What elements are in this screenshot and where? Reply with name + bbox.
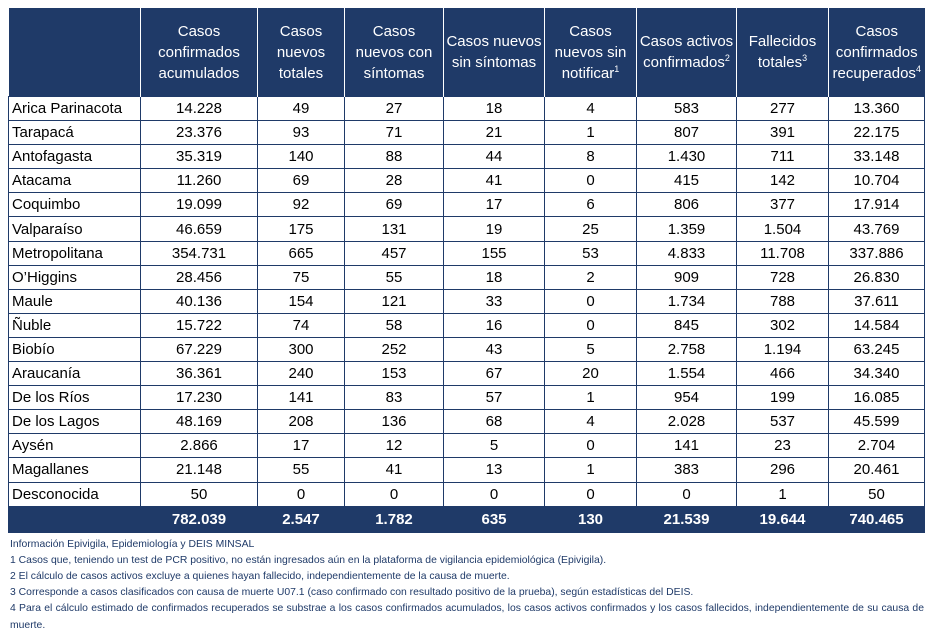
header-label: Fallecidos totales bbox=[748, 33, 817, 71]
table-cell: 0 bbox=[545, 169, 637, 193]
table-cell: 142 bbox=[737, 169, 829, 193]
table-cell: 2.028 bbox=[637, 410, 737, 434]
table-cell: 1.430 bbox=[637, 145, 737, 169]
total-cell: 782.039 bbox=[141, 506, 258, 532]
footnote-2: 2 El cálculo de casos activos excluye a quienes hayan fallecido, independientemente de la causa de muerte. bbox=[10, 571, 510, 582]
table-cell: 53 bbox=[545, 241, 637, 265]
table-row bbox=[9, 193, 925, 217]
table-cell: 22.175 bbox=[829, 121, 925, 145]
table-cell: 26.830 bbox=[829, 265, 925, 289]
table-cell: 25 bbox=[545, 217, 637, 241]
table-cell: 711 bbox=[737, 145, 829, 169]
table-cell: 21.148 bbox=[141, 458, 258, 482]
header-cell bbox=[737, 8, 829, 97]
table-cell: 12 bbox=[345, 434, 444, 458]
table-cell: 4.833 bbox=[637, 241, 737, 265]
table-cell: 0 bbox=[345, 482, 444, 506]
table-cell: 1.504 bbox=[737, 217, 829, 241]
footnote-1: 1 Casos que, teniendo un test de PCR positivo, no están ingresados aún en la plataforma de vigilancia epidemiológica (Epivigila). bbox=[10, 554, 607, 566]
table-cell: 14.228 bbox=[141, 97, 258, 121]
table-cell: 46.659 bbox=[141, 217, 258, 241]
table-cell: 55 bbox=[258, 458, 345, 482]
table-cell: 845 bbox=[637, 313, 737, 337]
header-cell bbox=[829, 8, 925, 97]
table-cell: 415 bbox=[637, 169, 737, 193]
table-cell: 0 bbox=[637, 482, 737, 506]
table-cell: 5 bbox=[545, 337, 637, 361]
table-cell: 154 bbox=[258, 289, 345, 313]
table-cell: 16 bbox=[444, 313, 545, 337]
table-cell: 48.169 bbox=[141, 410, 258, 434]
table-cell: 15.722 bbox=[141, 313, 258, 337]
table-cell: 50 bbox=[141, 482, 258, 506]
region-name: Metropolitana bbox=[9, 241, 141, 265]
table-cell: 17 bbox=[258, 434, 345, 458]
table-cell: 1.554 bbox=[637, 362, 737, 386]
table-cell: 6 bbox=[545, 193, 637, 217]
table-cell: 0 bbox=[545, 289, 637, 313]
table-cell: 788 bbox=[737, 289, 829, 313]
table-cell: 13 bbox=[444, 458, 545, 482]
table-cell: 69 bbox=[258, 169, 345, 193]
table-cell: 33 bbox=[444, 289, 545, 313]
table-cell: 20.461 bbox=[829, 458, 925, 482]
header-label: Casos activos confirmados bbox=[639, 33, 734, 71]
table-cell: 2 bbox=[545, 265, 637, 289]
table-cell: 44 bbox=[444, 145, 545, 169]
table-cell: 88 bbox=[345, 145, 444, 169]
table-row bbox=[9, 410, 925, 434]
region-name: O’Higgins bbox=[9, 265, 141, 289]
table-cell: 175 bbox=[258, 217, 345, 241]
table-cell: 28.456 bbox=[141, 265, 258, 289]
table-cell: 1.734 bbox=[637, 289, 737, 313]
table-cell: 665 bbox=[258, 241, 345, 265]
header-cell-region bbox=[9, 8, 141, 97]
table-cell: 17 bbox=[444, 193, 545, 217]
footnotes bbox=[8, 537, 924, 634]
covid-regional-table bbox=[8, 8, 925, 533]
table-cell: 537 bbox=[737, 410, 829, 434]
header-label: Casos confirmados recuperados bbox=[832, 22, 918, 82]
table-cell: 391 bbox=[737, 121, 829, 145]
report-container bbox=[8, 8, 924, 634]
region-name: Desconocida bbox=[9, 482, 141, 506]
table-cell: 16.085 bbox=[829, 386, 925, 410]
table-cell: 63.245 bbox=[829, 337, 925, 361]
totals-label-cell bbox=[9, 506, 141, 532]
header-cell bbox=[545, 8, 637, 97]
table-row bbox=[9, 458, 925, 482]
totals-row bbox=[9, 506, 925, 532]
table-cell: 11.260 bbox=[141, 169, 258, 193]
table-cell: 14.584 bbox=[829, 313, 925, 337]
total-cell: 2.547 bbox=[258, 506, 345, 532]
table-cell: 806 bbox=[637, 193, 737, 217]
table-row bbox=[9, 169, 925, 193]
header-label: Casos nuevos sin síntomas bbox=[446, 33, 542, 71]
table-cell: 18 bbox=[444, 97, 545, 121]
table-cell: 199 bbox=[737, 386, 829, 410]
total-cell: 130 bbox=[545, 506, 637, 532]
table-cell: 5 bbox=[444, 434, 545, 458]
table-cell: 354.731 bbox=[141, 241, 258, 265]
total-cell: 740.465 bbox=[829, 506, 925, 532]
table-cell: 136 bbox=[345, 410, 444, 434]
table-cell: 300 bbox=[258, 337, 345, 361]
region-name: Coquimbo bbox=[9, 193, 141, 217]
table-cell: 27 bbox=[345, 97, 444, 121]
table-cell: 34.340 bbox=[829, 362, 925, 386]
region-name: Arica Parinacota bbox=[9, 97, 141, 121]
table-row bbox=[9, 313, 925, 337]
table-cell: 50 bbox=[829, 482, 925, 506]
table-cell: 19 bbox=[444, 217, 545, 241]
table-cell: 23.376 bbox=[141, 121, 258, 145]
table-cell: 377 bbox=[737, 193, 829, 217]
region-name: Valparaíso bbox=[9, 217, 141, 241]
header-label: Casos nuevos con síntomas bbox=[355, 22, 433, 82]
table-cell: 10.704 bbox=[829, 169, 925, 193]
header-cell bbox=[345, 8, 444, 97]
footnote-4: 4 Para el cálculo estimado de confirmados recuperados se substrae a los casos confirmados acumulados, los casos activos confirmados y los casos fallecidos, independientemente de su causa de muerte. bbox=[10, 603, 924, 631]
table-cell: 252 bbox=[345, 337, 444, 361]
table-cell: 2.758 bbox=[637, 337, 737, 361]
table-cell: 0 bbox=[258, 482, 345, 506]
table-cell: 35.319 bbox=[141, 145, 258, 169]
table-cell: 0 bbox=[545, 482, 637, 506]
table-cell: 2.704 bbox=[829, 434, 925, 458]
table-cell: 17.230 bbox=[141, 386, 258, 410]
table-cell: 83 bbox=[345, 386, 444, 410]
region-name: Tarapacá bbox=[9, 121, 141, 145]
table-cell: 208 bbox=[258, 410, 345, 434]
table-cell: 383 bbox=[637, 458, 737, 482]
table-row bbox=[9, 121, 925, 145]
region-name: Aysén bbox=[9, 434, 141, 458]
table-cell: 2.866 bbox=[141, 434, 258, 458]
table-cell: 41 bbox=[345, 458, 444, 482]
table-cell: 457 bbox=[345, 241, 444, 265]
table-cell: 69 bbox=[345, 193, 444, 217]
table-cell: 36.361 bbox=[141, 362, 258, 386]
region-name: De los Lagos bbox=[9, 410, 141, 434]
table-cell: 121 bbox=[345, 289, 444, 313]
table-cell: 4 bbox=[545, 97, 637, 121]
table-cell: 37.611 bbox=[829, 289, 925, 313]
header-label: Casos confirmados acumulados bbox=[158, 22, 240, 82]
table-row bbox=[9, 434, 925, 458]
table-cell: 155 bbox=[444, 241, 545, 265]
table-cell: 41 bbox=[444, 169, 545, 193]
footnote-marker: 3 bbox=[802, 53, 808, 63]
table-cell: 23 bbox=[737, 434, 829, 458]
table-cell: 728 bbox=[737, 265, 829, 289]
table-row bbox=[9, 217, 925, 241]
table-cell: 67 bbox=[444, 362, 545, 386]
table-cell: 153 bbox=[345, 362, 444, 386]
table-cell: 75 bbox=[258, 265, 345, 289]
total-cell: 19.644 bbox=[737, 506, 829, 532]
region-name: Maule bbox=[9, 289, 141, 313]
footnote-marker: 4 bbox=[915, 63, 921, 74]
table-cell: 1.359 bbox=[637, 217, 737, 241]
total-cell: 1.782 bbox=[345, 506, 444, 532]
table-row bbox=[9, 241, 925, 265]
table-row bbox=[9, 289, 925, 313]
table-cell: 57 bbox=[444, 386, 545, 410]
table-body bbox=[9, 97, 925, 533]
table-cell: 68 bbox=[444, 410, 545, 434]
region-name: De los Ríos bbox=[9, 386, 141, 410]
table-cell: 49 bbox=[258, 97, 345, 121]
region-name: Biobío bbox=[9, 337, 141, 361]
region-name: Araucanía bbox=[9, 362, 141, 386]
header-cell bbox=[141, 8, 258, 97]
table-cell: 1 bbox=[545, 458, 637, 482]
table-cell: 141 bbox=[258, 386, 345, 410]
table-cell: 43 bbox=[444, 337, 545, 361]
table-cell: 807 bbox=[637, 121, 737, 145]
table-cell: 8 bbox=[545, 145, 637, 169]
table-cell: 466 bbox=[737, 362, 829, 386]
table-cell: 302 bbox=[737, 313, 829, 337]
source-note: Información Epivigila, Epidemiología y DEIS MINSAL bbox=[10, 538, 255, 550]
header-cell bbox=[637, 8, 737, 97]
table-cell: 1 bbox=[545, 386, 637, 410]
table-cell: 92 bbox=[258, 193, 345, 217]
table-cell: 18 bbox=[444, 265, 545, 289]
table-cell: 0 bbox=[545, 434, 637, 458]
table-row bbox=[9, 337, 925, 361]
table-row bbox=[9, 97, 925, 121]
footnote-marker: 1 bbox=[614, 63, 620, 74]
header-cell bbox=[444, 8, 545, 97]
table-cell: 583 bbox=[637, 97, 737, 121]
table-cell: 58 bbox=[345, 313, 444, 337]
table-row bbox=[9, 362, 925, 386]
total-cell: 21.539 bbox=[637, 506, 737, 532]
table-cell: 277 bbox=[737, 97, 829, 121]
table-cell: 71 bbox=[345, 121, 444, 145]
table-cell: 909 bbox=[637, 265, 737, 289]
table-cell: 40.136 bbox=[141, 289, 258, 313]
table-cell: 74 bbox=[258, 313, 345, 337]
table-cell: 20 bbox=[545, 362, 637, 386]
table-cell: 131 bbox=[345, 217, 444, 241]
table-cell: 45.599 bbox=[829, 410, 925, 434]
header-label: Casos nuevos totales bbox=[276, 22, 326, 82]
table-cell: 17.914 bbox=[829, 193, 925, 217]
table-cell: 11.708 bbox=[737, 241, 829, 265]
table-cell: 1 bbox=[737, 482, 829, 506]
table-cell: 55 bbox=[345, 265, 444, 289]
table-cell: 28 bbox=[345, 169, 444, 193]
table-row bbox=[9, 482, 925, 506]
table-row bbox=[9, 145, 925, 169]
table-cell: 93 bbox=[258, 121, 345, 145]
table-row bbox=[9, 386, 925, 410]
table-cell: 21 bbox=[444, 121, 545, 145]
table-cell: 954 bbox=[637, 386, 737, 410]
table-cell: 1.194 bbox=[737, 337, 829, 361]
region-name: Antofagasta bbox=[9, 145, 141, 169]
table-cell: 240 bbox=[258, 362, 345, 386]
region-name: Ñuble bbox=[9, 313, 141, 337]
table-cell: 67.229 bbox=[141, 337, 258, 361]
footnote-marker: 2 bbox=[724, 53, 730, 63]
region-name: Atacama bbox=[9, 169, 141, 193]
table-cell: 19.099 bbox=[141, 193, 258, 217]
table-row bbox=[9, 265, 925, 289]
table-cell: 0 bbox=[444, 482, 545, 506]
footnote-3: 3 Corresponde a casos clasificados con causa de muerte U07.1 (caso confirmado con resultado positivo de la prueba), según estadísticas del DEIS. bbox=[10, 587, 694, 599]
header-cell bbox=[258, 8, 345, 97]
table-cell: 140 bbox=[258, 145, 345, 169]
total-cell: 635 bbox=[444, 506, 545, 532]
table-cell: 43.769 bbox=[829, 217, 925, 241]
table-cell: 296 bbox=[737, 458, 829, 482]
table-cell: 0 bbox=[545, 313, 637, 337]
table-cell: 4 bbox=[545, 410, 637, 434]
table-cell: 337.886 bbox=[829, 241, 925, 265]
table-header-row bbox=[9, 8, 925, 97]
table-cell: 33.148 bbox=[829, 145, 925, 169]
table-cell: 141 bbox=[637, 434, 737, 458]
header-label: Casos nuevos sin notificar bbox=[554, 22, 627, 82]
table-cell: 1 bbox=[545, 121, 637, 145]
table-cell: 13.360 bbox=[829, 97, 925, 121]
region-name: Magallanes bbox=[9, 458, 141, 482]
